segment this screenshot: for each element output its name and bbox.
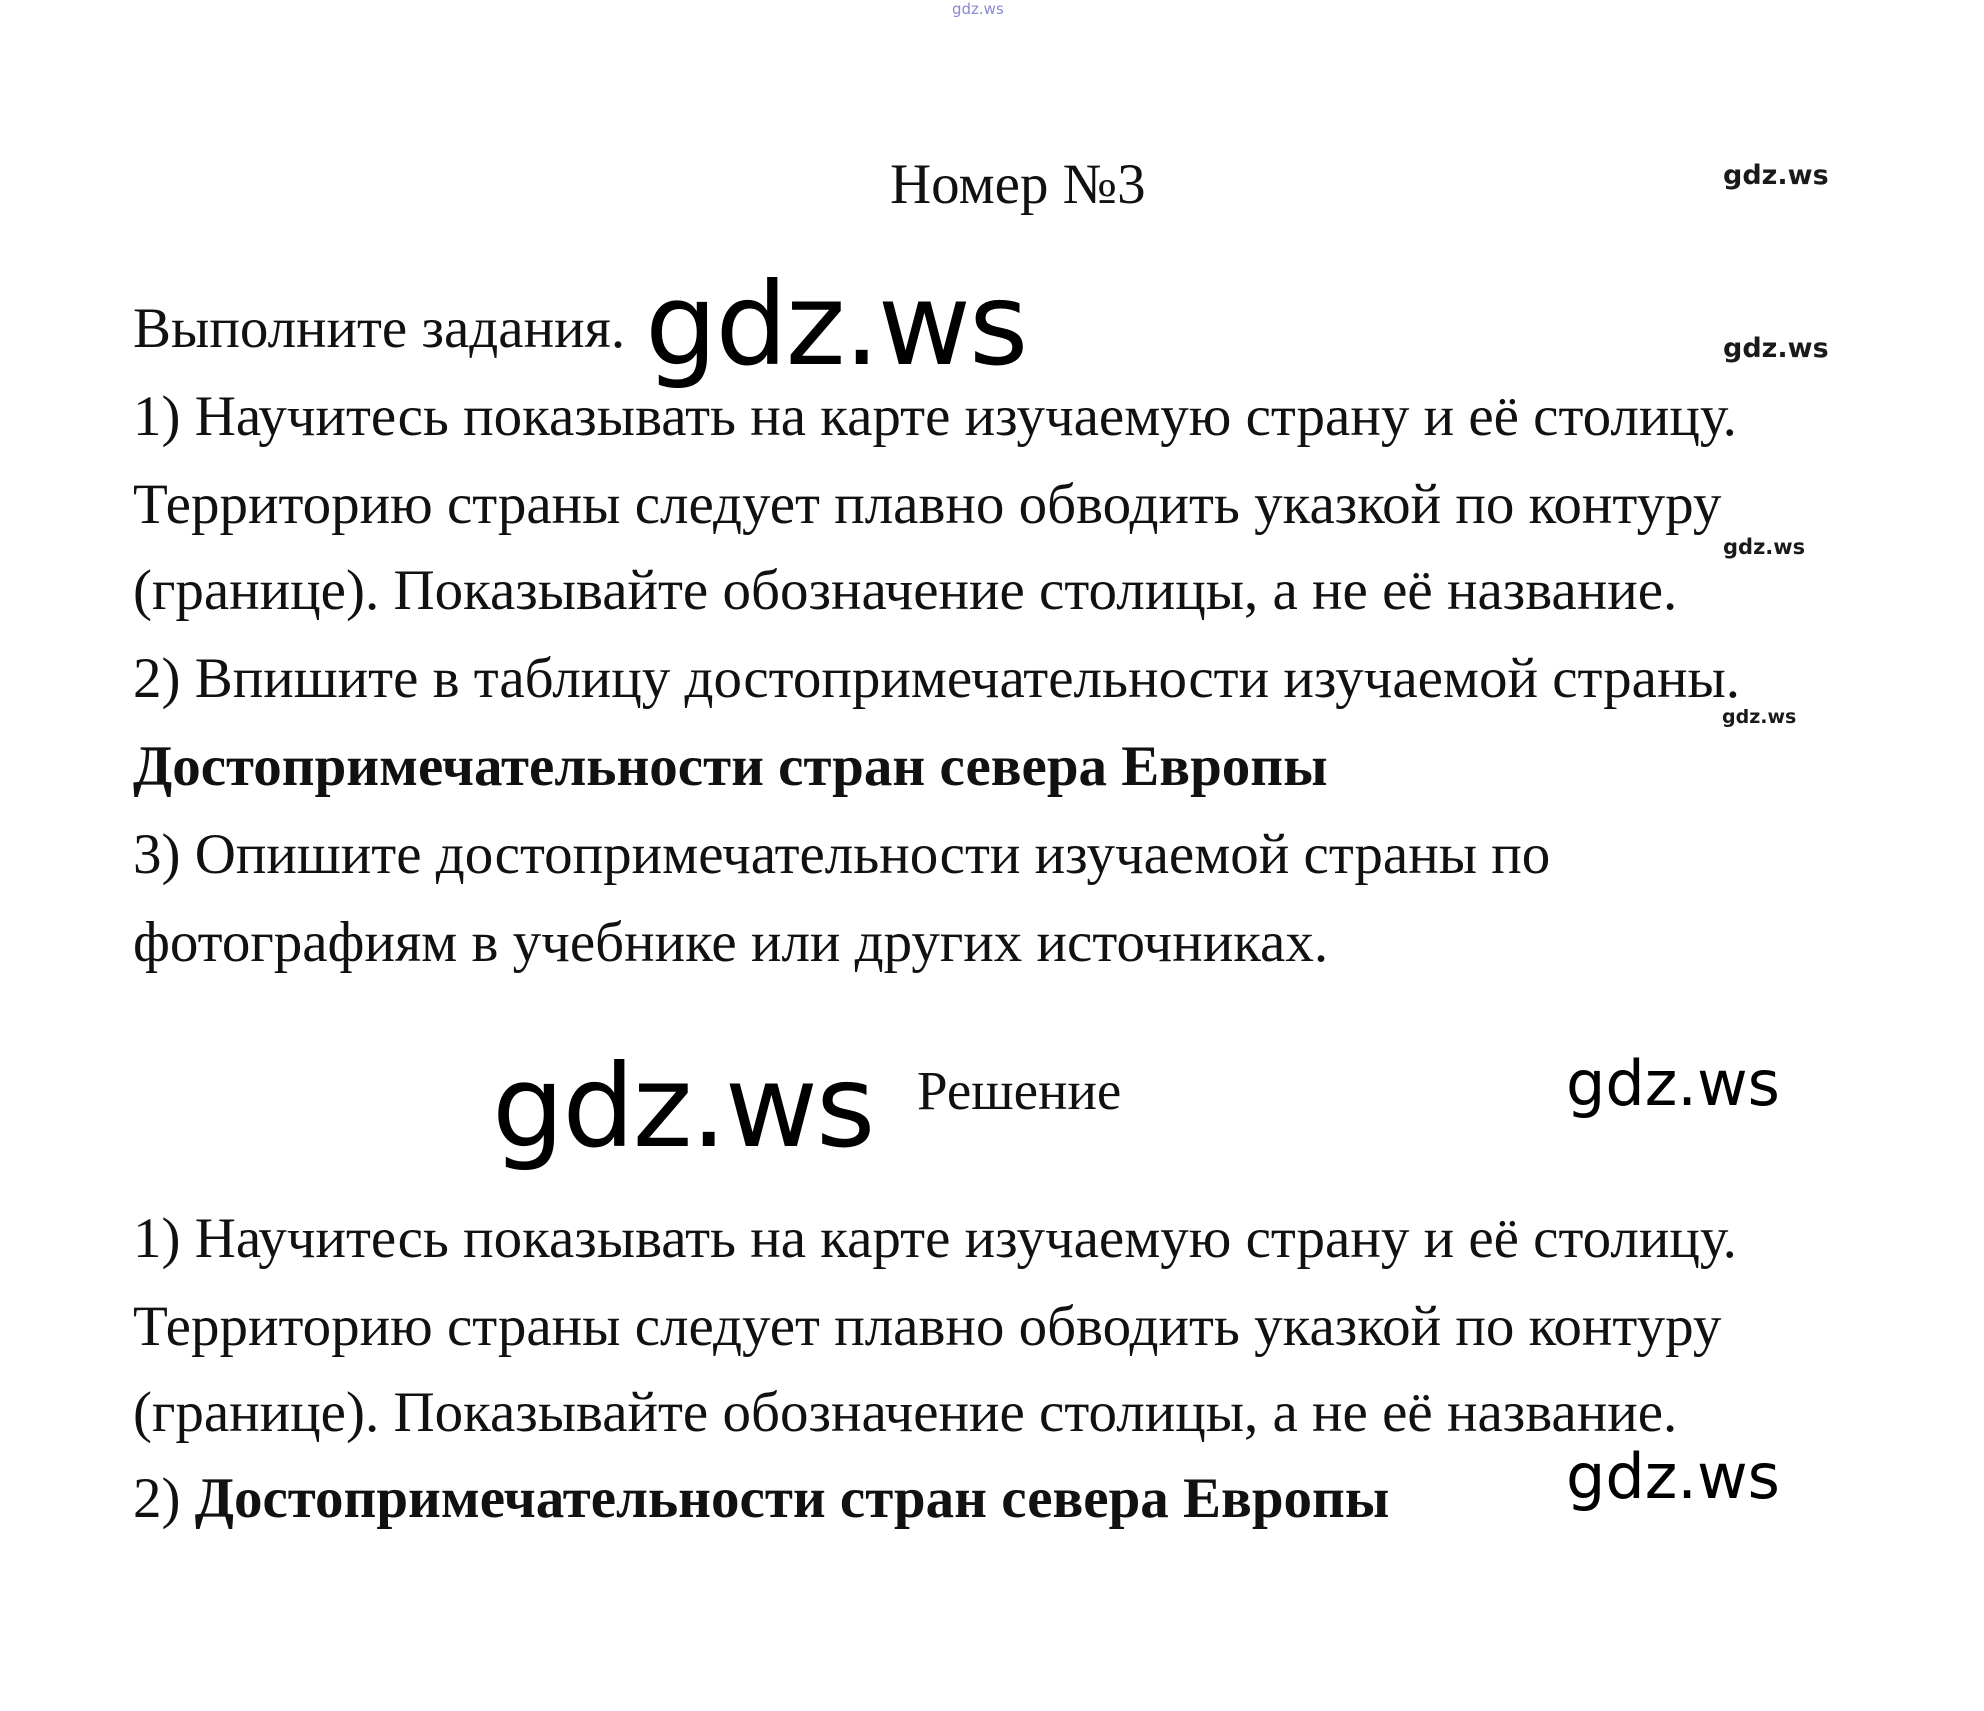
solution-item-2-number: 2) (133, 1467, 195, 1530)
solution-line-3: (границе). Показывайте обозначение столицы, а не её название. (133, 1381, 1678, 1444)
watermark-small-3: gdz.ws (1723, 535, 1806, 559)
solution-line-1: 1) Научитесь показывать на карте изучаемую страну и её столицу. (133, 1207, 1737, 1270)
watermark-large-1: gdz.ws (645, 258, 1027, 391)
watermark-large-2: gdz.ws (492, 1040, 874, 1173)
task-intro: Выполните задания. (133, 297, 626, 360)
solution-item-2 (133, 1467, 1390, 1530)
watermark-small-4: gdz.ws (1722, 706, 1797, 728)
task-line-3: (границе). Показывайте обозначение столицы, а не её название. (133, 559, 1678, 622)
task-line-4: 2) Впишите в таблицу достопримечательности изучаемой страны. (133, 647, 1740, 710)
solution-line-2: Территорию страны следует плавно обводить указкой по контуру (133, 1295, 1722, 1358)
solution-item-2-heading: Достопримечательности стран севера Европы (194, 1467, 1390, 1530)
solution-heading: Решение (917, 1060, 1122, 1121)
watermark-medium-2: gdz.ws (1566, 1440, 1780, 1513)
watermark-small-2: gdz.ws (1723, 333, 1829, 364)
task-line-1: 1) Научитесь показывать на карте изучаемую страну и её столицу. (133, 385, 1737, 448)
page-title: Номер №3 (890, 153, 1146, 216)
watermark-small-1: gdz.ws (1723, 160, 1829, 191)
task-line-5: 3) Опишите достопримечательности изучаемой страны по (133, 823, 1551, 886)
task-line-6: фотографиям в учебнике или других источниках. (133, 911, 1329, 974)
task-bold-heading: Достопримечательности стран севера Европы (133, 735, 1328, 798)
watermark-medium-1: gdz.ws (1566, 1047, 1780, 1120)
watermark-top: gdz.ws (952, 0, 1004, 18)
task-line-2: Территорию страны следует плавно обводить указкой по контуру (133, 473, 1722, 536)
